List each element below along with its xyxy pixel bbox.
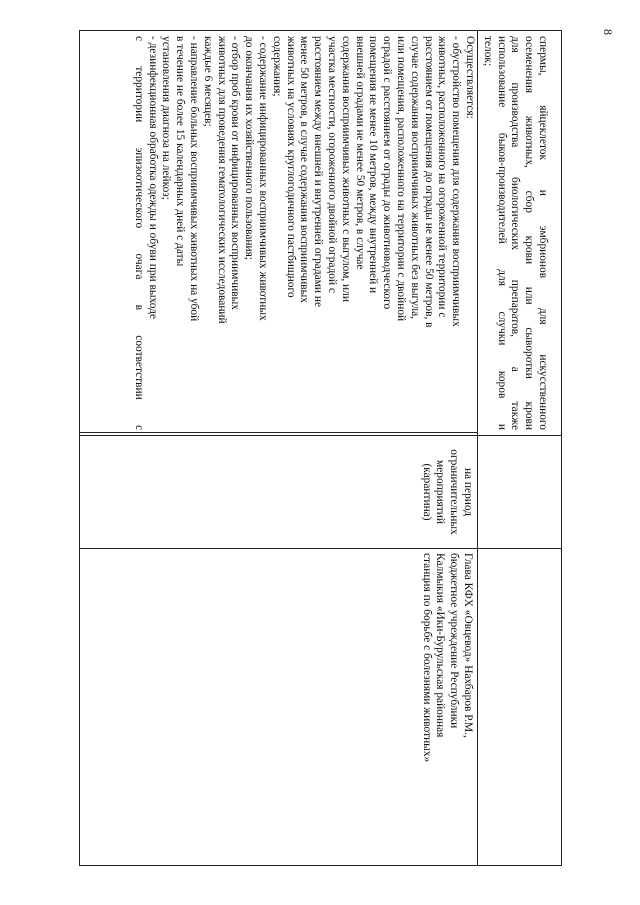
table-column-divider-2 [80,548,562,549]
period-line: ограничительных [448,449,461,535]
page-number: 8 [601,29,615,35]
measure-line: животных для проведения гематологических исследований [215,36,228,324]
measure-line: - отбор проб крови от инфицированных восприимчивых [229,36,242,310]
table-column-divider-1 [80,435,562,436]
responsible-cell [404,553,474,863]
measure-line: случае содержания восприимчивых животных без выгула, [408,36,421,319]
measure-line: содержания восприимчивых животных с выгулом, или [339,36,352,302]
measure-line: телок; [481,36,494,67]
measure-line: содержания; [270,36,283,97]
measure-cell-continued [479,36,549,430]
measure-line: - дезинфекционная обработка одежды и обуви при выходе [146,36,159,319]
measure-line: с территории эпизоотического очага в соответствии с [132,36,145,430]
period-line: мероприятий [434,460,447,524]
measure-line: Осуществляется: [464,36,476,119]
measure-line: менее 50 метров, в случае содержания восприимчивых [298,36,311,304]
measure-line: оградой с расстоянием от ограды до животноводческого [381,36,394,310]
table-column-divider-inner [80,432,478,433]
period-cell [404,439,474,545]
measure-line: каждые 6 месяцев; [201,36,214,127]
measure-line: в течение не более 15 календарных дней с даты [174,36,187,267]
measure-cell [80,36,476,430]
measure-line: внешней оградами не менее 50 метров, в случае [353,36,366,270]
measure-line: участка местности, огороженного двойной оградой с [326,36,339,293]
period-line: на период [462,467,474,517]
measure-line: расстоянием от помещения до ограды не менее 50 метров, в [422,36,435,328]
measure-line: животных, расположенного на огороженной территории с [436,36,449,318]
measure-line: до окончания их хозяйственного пользования; [243,36,256,261]
measure-line: - направление больных восприимчивых животных на убой [188,36,201,322]
measure-line: помещения не менее 10 метров, между внутренней и [367,36,380,294]
measure-line: для производства биологических препаратов, а также [509,36,522,430]
table-border-left [80,30,562,31]
table-border-top [561,30,562,866]
table-border-right [80,865,562,866]
responsible-line: станция по борьбе с болезнями животных» [420,553,433,763]
measure-line: спермы, яйцеклеток и эмбрионов для искусственного [537,36,549,430]
measure-line: или помещения, расположенного на территории с двойной [395,36,408,322]
responsible-line: бюджетное учреждение Республики [448,553,461,729]
rotated-table [78,30,562,870]
table-border-row-divider [477,30,478,866]
measure-line: осеменения животных, сбор крови или сыворотки крови [523,36,536,430]
measure-line: - обустройство помещения для содержания восприимчивых [450,36,463,327]
period-line: (карантина) [420,463,433,521]
responsible-line: Калмыкия «Ики-Бурульская районная [434,553,447,738]
measure-line: использование быков-производителей для случки коров и [495,36,508,430]
measure-line: животных на условиях круглогодичного пастбищного [284,36,297,298]
responsible-line: Глава КФХ «Овцевод» Нахбаров Р.М., [462,553,474,738]
measure-line: - содержание инфицированных восприимчивых животных [257,36,270,321]
measure-line: расстоянием между внешней и внутренней оградами не [312,36,325,308]
measure-line: установления диагноза на лейкоз; [160,36,173,200]
